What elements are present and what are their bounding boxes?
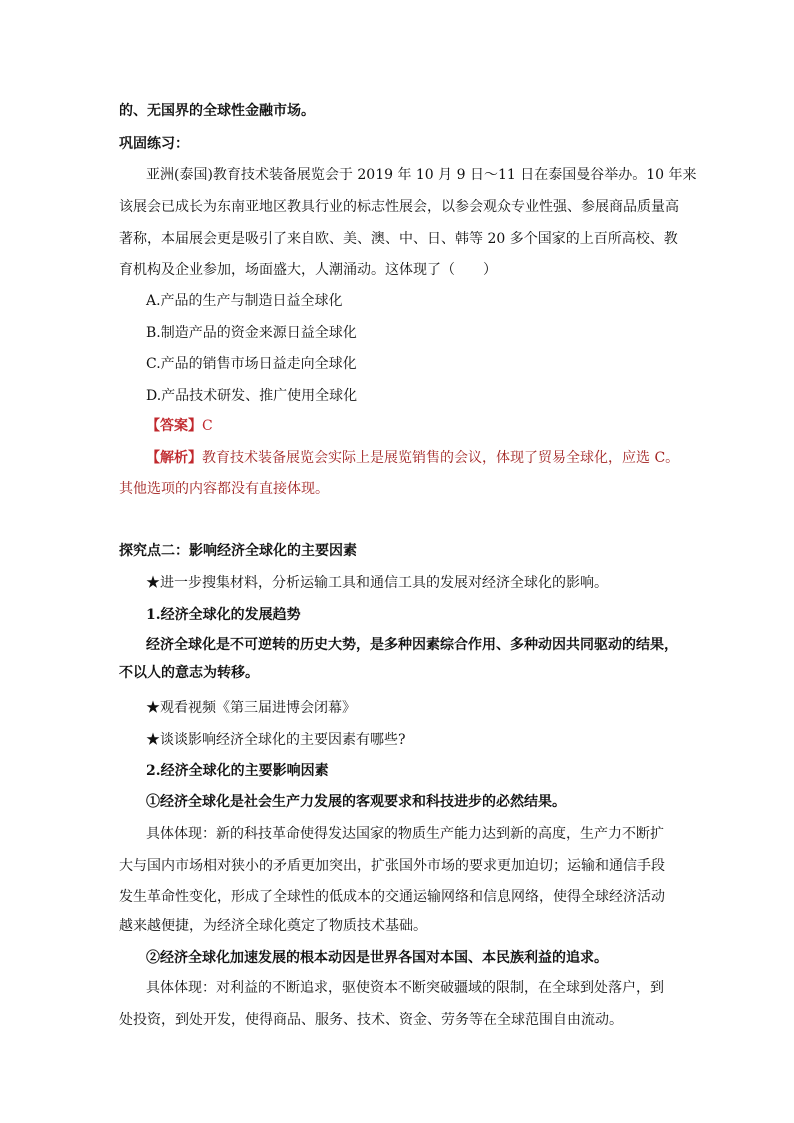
analysis-tag: 【解析】 <box>146 450 202 466</box>
trend-paragraph-2: 不以人的意志为转移。 <box>119 665 259 681</box>
factor-1-detail-2: 大与国内市场相对狭小的矛盾更加突出，扩张国外市场的要求更加迫切；运输和通信手段 <box>119 858 665 874</box>
paragraph-tail: 的、无国界的全球性金融市场。 <box>119 103 315 119</box>
subheading-trend: 1.经济全球化的发展趋势 <box>146 607 301 623</box>
question-line-1: 亚洲(泰国)教育技术装备展览会于 2019 年 10 月 9 日～11 日在泰国曼谷举办。10 年来 <box>146 167 697 183</box>
subheading-factors: 2.经济全球化的主要影响因素 <box>146 763 329 779</box>
option-c: C.产品的销售市场日益走向全球化 <box>146 356 357 372</box>
star-item-3: ★谈谈影响经济全球化的主要因素有哪些? <box>146 732 406 748</box>
trend-paragraph-1: 经济全球化是不可逆转的历史大势，是多种因素综合作用、多种动因共同驱动的结果， <box>146 637 678 653</box>
option-d: D.产品技术研发、推广使用全球化 <box>146 388 358 404</box>
factor-2-detail-1: 具体体现：对利益的不断追求，驱使资本不断突破疆域的限制，在全球到处落户，到 <box>146 980 664 996</box>
answer-tag: 【答案】 <box>146 418 202 434</box>
option-a: A.产品的生产与制造日益全球化 <box>146 293 343 309</box>
factor-1-detail-1: 具体体现：新的科技革命使得发达国家的物质生产能力达到新的高度，生产力不断扩 <box>146 826 664 842</box>
question-line-2: 该展会已成长为东南亚地区教具行业的标志性展会，以参会观众专业性强、参展商品质量高 <box>119 199 679 215</box>
question-line-3: 著称，本届展会更是吸引了来自欧、美、澳、中、日、韩等 20 多个国家的上百所高校、教 <box>119 231 678 247</box>
section-heading-practice: 巩固练习： <box>119 136 189 152</box>
answer-line <box>146 417 213 435</box>
question-line-4: 育机构及企业参加，场面盛大，人潮涌动。这体现了（ ） <box>119 262 497 278</box>
analysis-line-2: 其他选项的内容都没有直接体现。 <box>119 481 329 497</box>
analysis-line-1 <box>146 449 679 467</box>
factor-1-detail-3: 发生革命性变化，形成了全球性的低成本的交通运输网络和信息网络，使得全球经济活动 <box>119 889 665 905</box>
factor-1: ①经济全球化是社会生产力发展的客观要求和科技进步的必然结果。 <box>146 794 566 810</box>
star-item-2: ★观看视频《第三届进博会闭幕》 <box>146 700 356 716</box>
option-b: B.制造产品的资金来源日益全球化 <box>146 325 357 341</box>
section-heading-explore-2: 探究点二：影响经济全球化的主要因素 <box>119 543 357 559</box>
answer-value: C <box>202 418 213 434</box>
star-item-1: ★进一步搜集材料，分析运输工具和通信工具的发展对经济全球化的影响。 <box>146 575 608 591</box>
analysis-text-1: 教育技术装备展览会实际上是展览销售的会议，体现了贸易全球化，应选 C。 <box>202 450 680 466</box>
factor-2-detail-2: 处投资，到处开发，使得商品、服务、技术、资金、劳务等在全球范围自由流动。 <box>119 1012 623 1028</box>
factor-2: ②经济全球化加速发展的根本动因是世界各国对本国、本民族利益的追求。 <box>146 950 608 966</box>
factor-1-detail-4: 越来越便捷，为经济全球化奠定了物质技术基础。 <box>119 918 427 934</box>
